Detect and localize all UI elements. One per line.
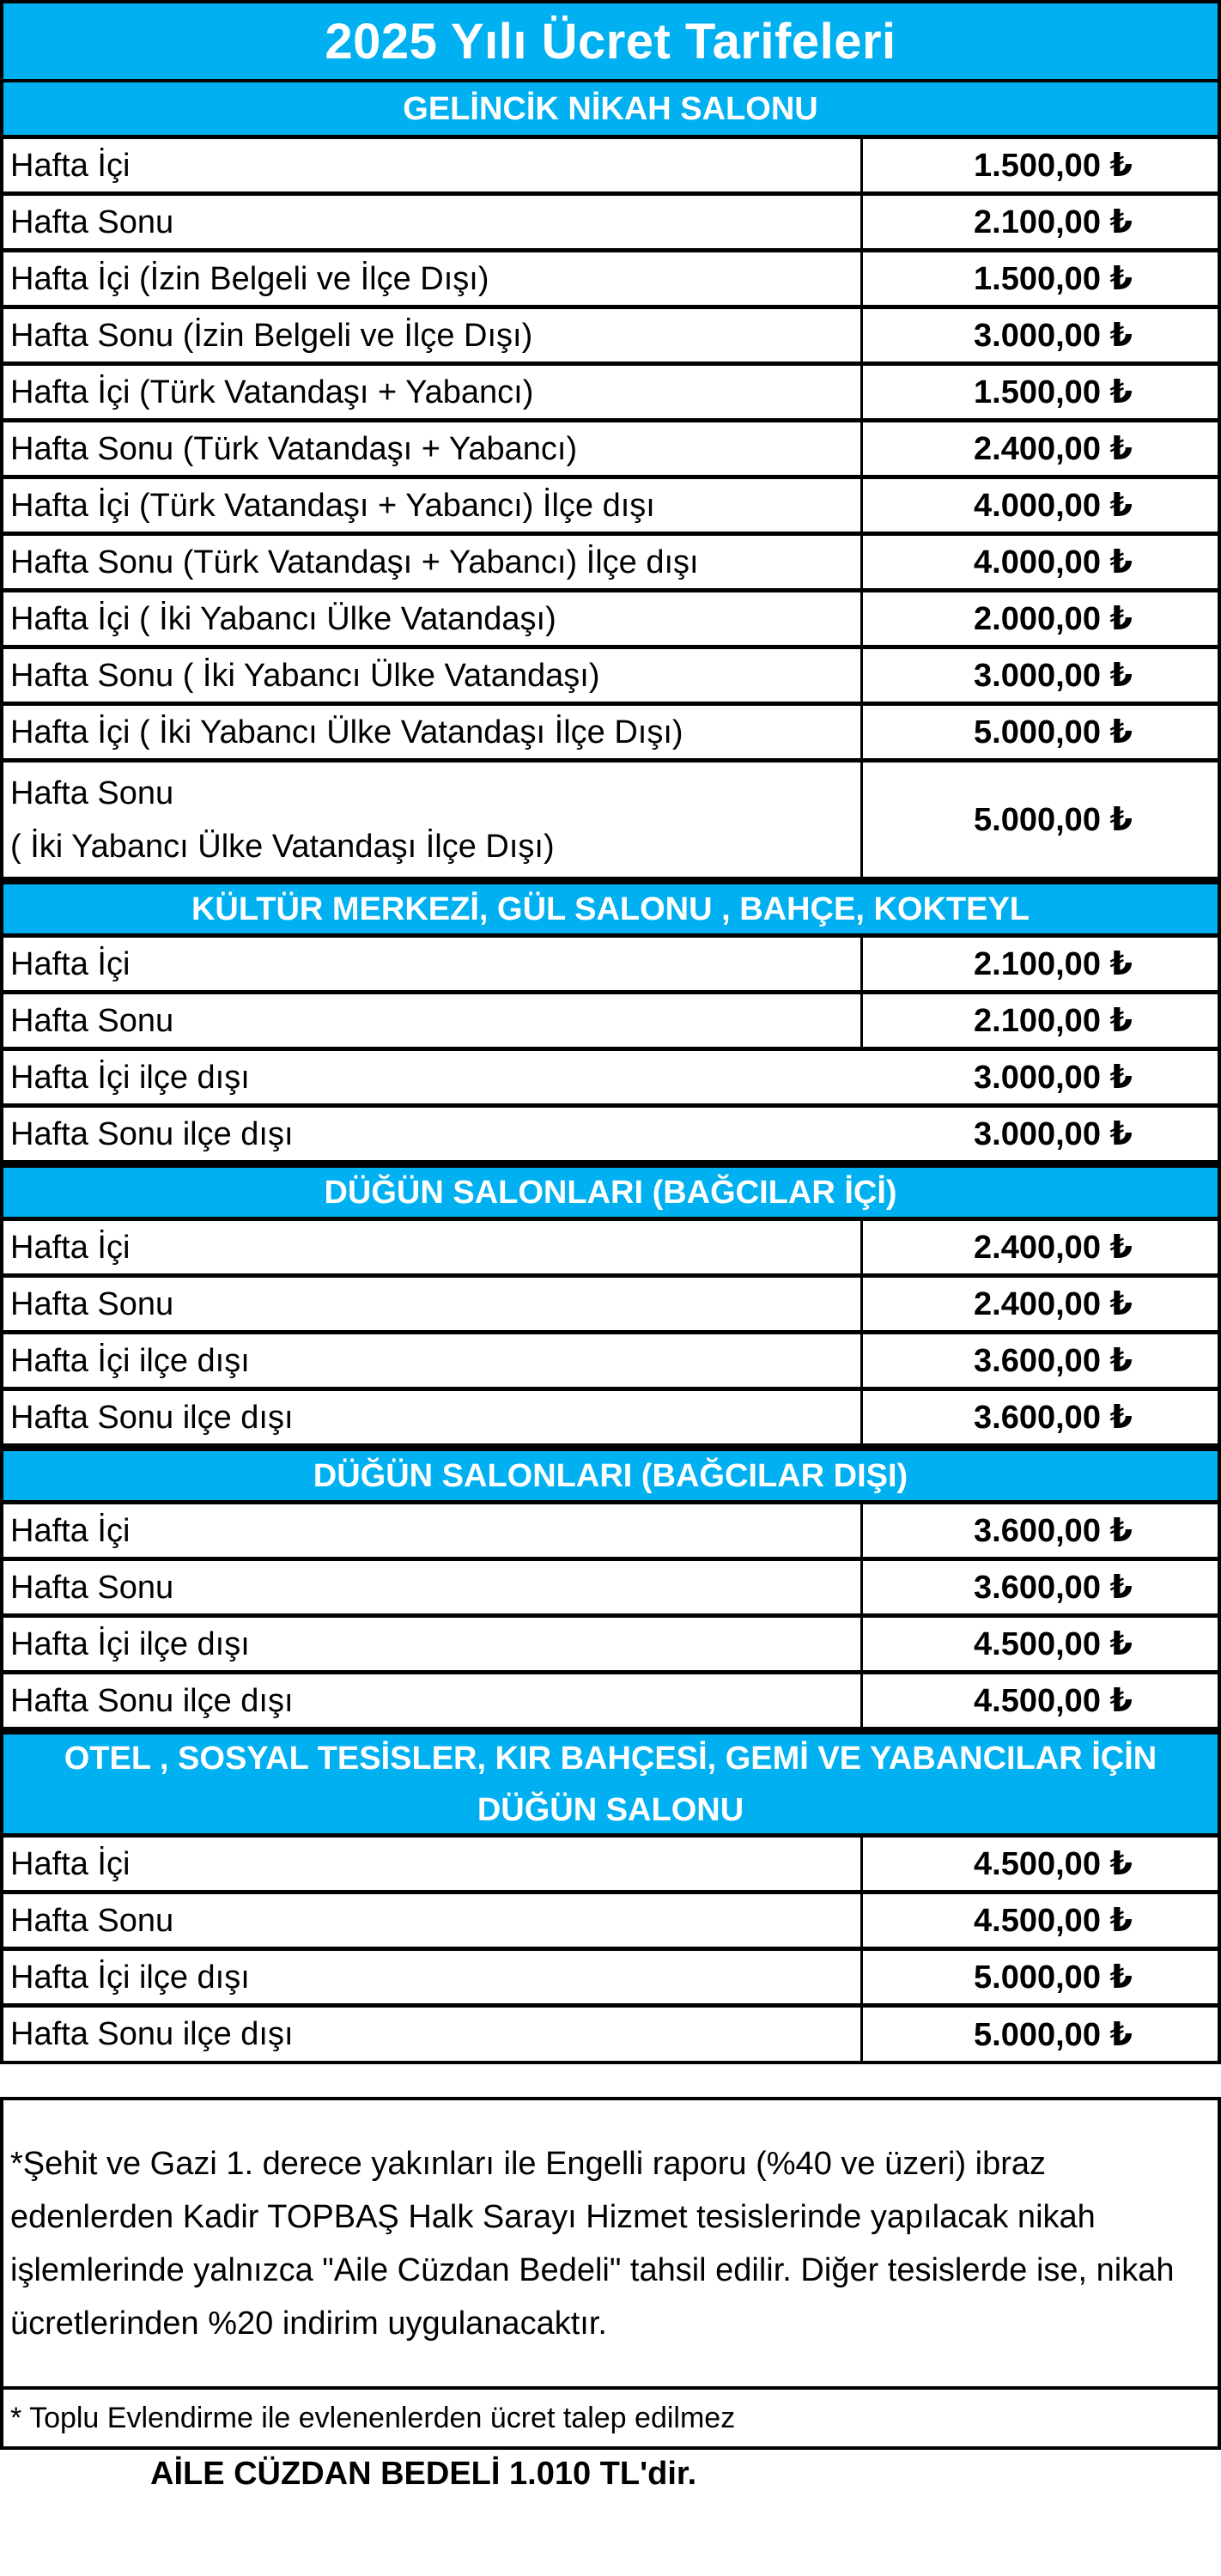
section-header-dugun-bagcilar-disi: DÜĞÜN SALONLARI (BAĞCILAR DIŞI)	[3, 1448, 1218, 1504]
row-price: 2.400,00 ₺	[974, 1230, 1133, 1266]
row-label: Hafta İçi	[3, 139, 863, 191]
table-row	[3, 1108, 1218, 1164]
table-row	[3, 1838, 1218, 1894]
tariff-table	[0, 82, 1221, 2064]
table-row	[3, 1951, 1218, 2008]
table-row	[3, 1391, 1218, 1448]
row-label: Hafta İçi (Türk Vatandaşı + Yabancı)	[3, 366, 863, 418]
table-row	[3, 706, 1218, 762]
row-price: 5.000,00 ₺	[974, 714, 1133, 750]
row-label: Hafta Sonu ilçe dışı	[3, 1391, 863, 1443]
row-price: 4.000,00 ₺	[974, 488, 1133, 524]
row-price: 5.000,00 ₺	[974, 1959, 1133, 1996]
table-row	[3, 1674, 1218, 1731]
row-label: Hafta İçi	[3, 1504, 863, 1557]
row-label: Hafta İçi ( İki Yabancı Ülke Vatandaşı)	[3, 592, 863, 645]
row-label-line1: Hafta Sonu	[10, 775, 174, 811]
row-price: 2.400,00 ₺	[974, 431, 1133, 467]
table-row	[3, 2008, 1218, 2064]
row-label-line2: ( İki Yabancı Ülke Vatandaşı İlçe Dışı)	[10, 828, 555, 865]
row-label: Hafta İçi ilçe dışı	[3, 1618, 863, 1670]
row-price: 5.000,00 ₺	[974, 2016, 1133, 2053]
row-label: Hafta İçi ( İki Yabancı Ülke Vatandaşı İlçe Dışı)	[3, 706, 863, 758]
row-price: 2.100,00 ₺	[974, 1003, 1133, 1039]
row-price: 3.000,00 ₺	[974, 318, 1133, 354]
row-label: Hafta İçi ilçe dışı	[3, 1951, 863, 2003]
row-label: Hafta Sonu (Türk Vatandaşı + Yabancı) İlçe dışı	[3, 536, 863, 588]
row-label: Hafta İçi ilçe dışı	[3, 1334, 863, 1387]
row-price: 1.500,00 ₺	[974, 374, 1133, 410]
table-row	[3, 1894, 1218, 1951]
aile-cuzdan-fee-note: AİLE CÜZDAN BEDELİ 1.010 TL'dir.	[150, 2456, 697, 2492]
row-price: 4.500,00 ₺	[974, 1683, 1133, 1719]
row-price: 1.500,00 ₺	[974, 261, 1133, 297]
row-price: 2.100,00 ₺	[974, 946, 1133, 982]
row-label: Hafta Sonu	[3, 196, 863, 248]
table-row	[3, 1278, 1218, 1334]
section-header-kultur-merkezi: KÜLTÜR MERKEZİ, GÜL SALONU , BAHÇE, KOKTEYL	[3, 881, 1218, 938]
row-label: Hafta İçi ilçe dışı	[10, 1059, 250, 1096]
row-price: 3.000,00 ₺	[974, 658, 1133, 694]
row-label: Hafta Sonu	[3, 1278, 863, 1330]
table-row	[3, 196, 1218, 252]
row-price: 2.400,00 ₺	[974, 1286, 1133, 1322]
table-row	[3, 252, 1218, 309]
table-row	[3, 1334, 1218, 1391]
row-price: 3.600,00 ₺	[974, 1400, 1133, 1436]
row-price: 4.500,00 ₺	[974, 1626, 1133, 1662]
table-row	[3, 1051, 1218, 1108]
row-label: Hafta Sonu (İzin Belgeli ve İlçe Dışı)	[3, 309, 863, 361]
table-row	[3, 938, 1218, 994]
row-price: 4.000,00 ₺	[974, 544, 1133, 580]
row-price: 3.600,00 ₺	[974, 1513, 1133, 1549]
discount-note: *Şehit ve Gazi 1. derece yakınları ile Engelli raporu (%40 ve üzeri) ibraz edenlerden Kadir TOPBAŞ Halk Sarayı Hizmet tesislerinde yapılacak nikah işlemlerinde yalnızca "Aile Cüzdan Bedeli" tahsil edilir. Diğer tesislerde ise, nikah ücretlerinden %20 indirim uygulanacaktır.	[3, 2100, 1218, 2390]
table-row	[3, 592, 1218, 649]
row-label: Hafta İçi	[3, 1221, 863, 1273]
row-label: Hafta İçi	[3, 1838, 863, 1890]
row-label: Hafta Sonu	[3, 994, 863, 1047]
row-label: Hafta Sonu (Türk Vatandaşı + Yabancı)	[3, 422, 863, 475]
row-price: 3.600,00 ₺	[974, 1343, 1133, 1379]
row-price: 2.100,00 ₺	[974, 204, 1133, 240]
row-price: 5.000,00 ₺	[974, 802, 1133, 838]
table-row	[3, 422, 1218, 479]
row-price: 3.000,00 ₺	[974, 1060, 1133, 1096]
section-header-otel-sosyal-tesisler: OTEL , SOSYAL TESİSLER, KIR BAHÇESİ, GEMİ VE YABANCILAR İÇİN DÜĞÜN SALONU	[3, 1731, 1218, 1838]
row-label: Hafta Sonu ilçe dışı	[3, 1674, 863, 1727]
table-row	[3, 1618, 1218, 1674]
row-label: Hafta Sonu	[3, 1561, 863, 1613]
table-row	[3, 536, 1218, 592]
table-row	[3, 1561, 1218, 1618]
section-header-gelincik: GELİNCİK NİKAH SALONU	[3, 82, 1218, 139]
row-label: Hafta Sonu ( İki Yabancı Ülke Vatandaşı)	[3, 649, 863, 702]
page-title: 2025 Yılı Ücret Tarifeleri	[0, 0, 1221, 82]
table-row	[3, 762, 1218, 881]
table-row	[3, 994, 1218, 1051]
row-label: Hafta Sonu ilçe dışı	[10, 1115, 294, 1152]
row-price: 4.500,00 ₺	[974, 1903, 1133, 1939]
toplu-evlendirme-note: * Toplu Evlendirme ile evlenenlerden ücret talep edilmez	[10, 2401, 736, 2434]
section-header-dugun-bagcilar-ici: DÜĞÜN SALONLARI (BAĞCILAR İÇİ)	[3, 1164, 1218, 1221]
row-price: 2.000,00 ₺	[974, 601, 1133, 637]
table-row	[3, 309, 1218, 366]
row-price: 1.500,00 ₺	[974, 148, 1133, 184]
table-row	[3, 649, 1218, 706]
row-price: 3.000,00 ₺	[974, 1116, 1133, 1152]
table-row	[3, 1221, 1218, 1278]
table-row	[3, 479, 1218, 536]
table-row	[3, 139, 1218, 196]
row-label: Hafta İçi	[3, 938, 863, 990]
table-row	[3, 1504, 1218, 1561]
notes-box	[0, 2097, 1221, 2450]
row-label: Hafta Sonu ilçe dışı	[3, 2008, 863, 2061]
row-label: Hafta İçi (İzin Belgeli ve İlçe Dışı)	[3, 252, 863, 305]
row-label	[3, 762, 863, 877]
row-price: 4.500,00 ₺	[974, 1846, 1133, 1882]
row-label: Hafta Sonu	[3, 1894, 863, 1947]
row-price: 3.600,00 ₺	[974, 1570, 1133, 1606]
row-label: Hafta İçi (Türk Vatandaşı + Yabancı) İlçe dışı	[3, 479, 863, 532]
table-row	[3, 366, 1218, 422]
